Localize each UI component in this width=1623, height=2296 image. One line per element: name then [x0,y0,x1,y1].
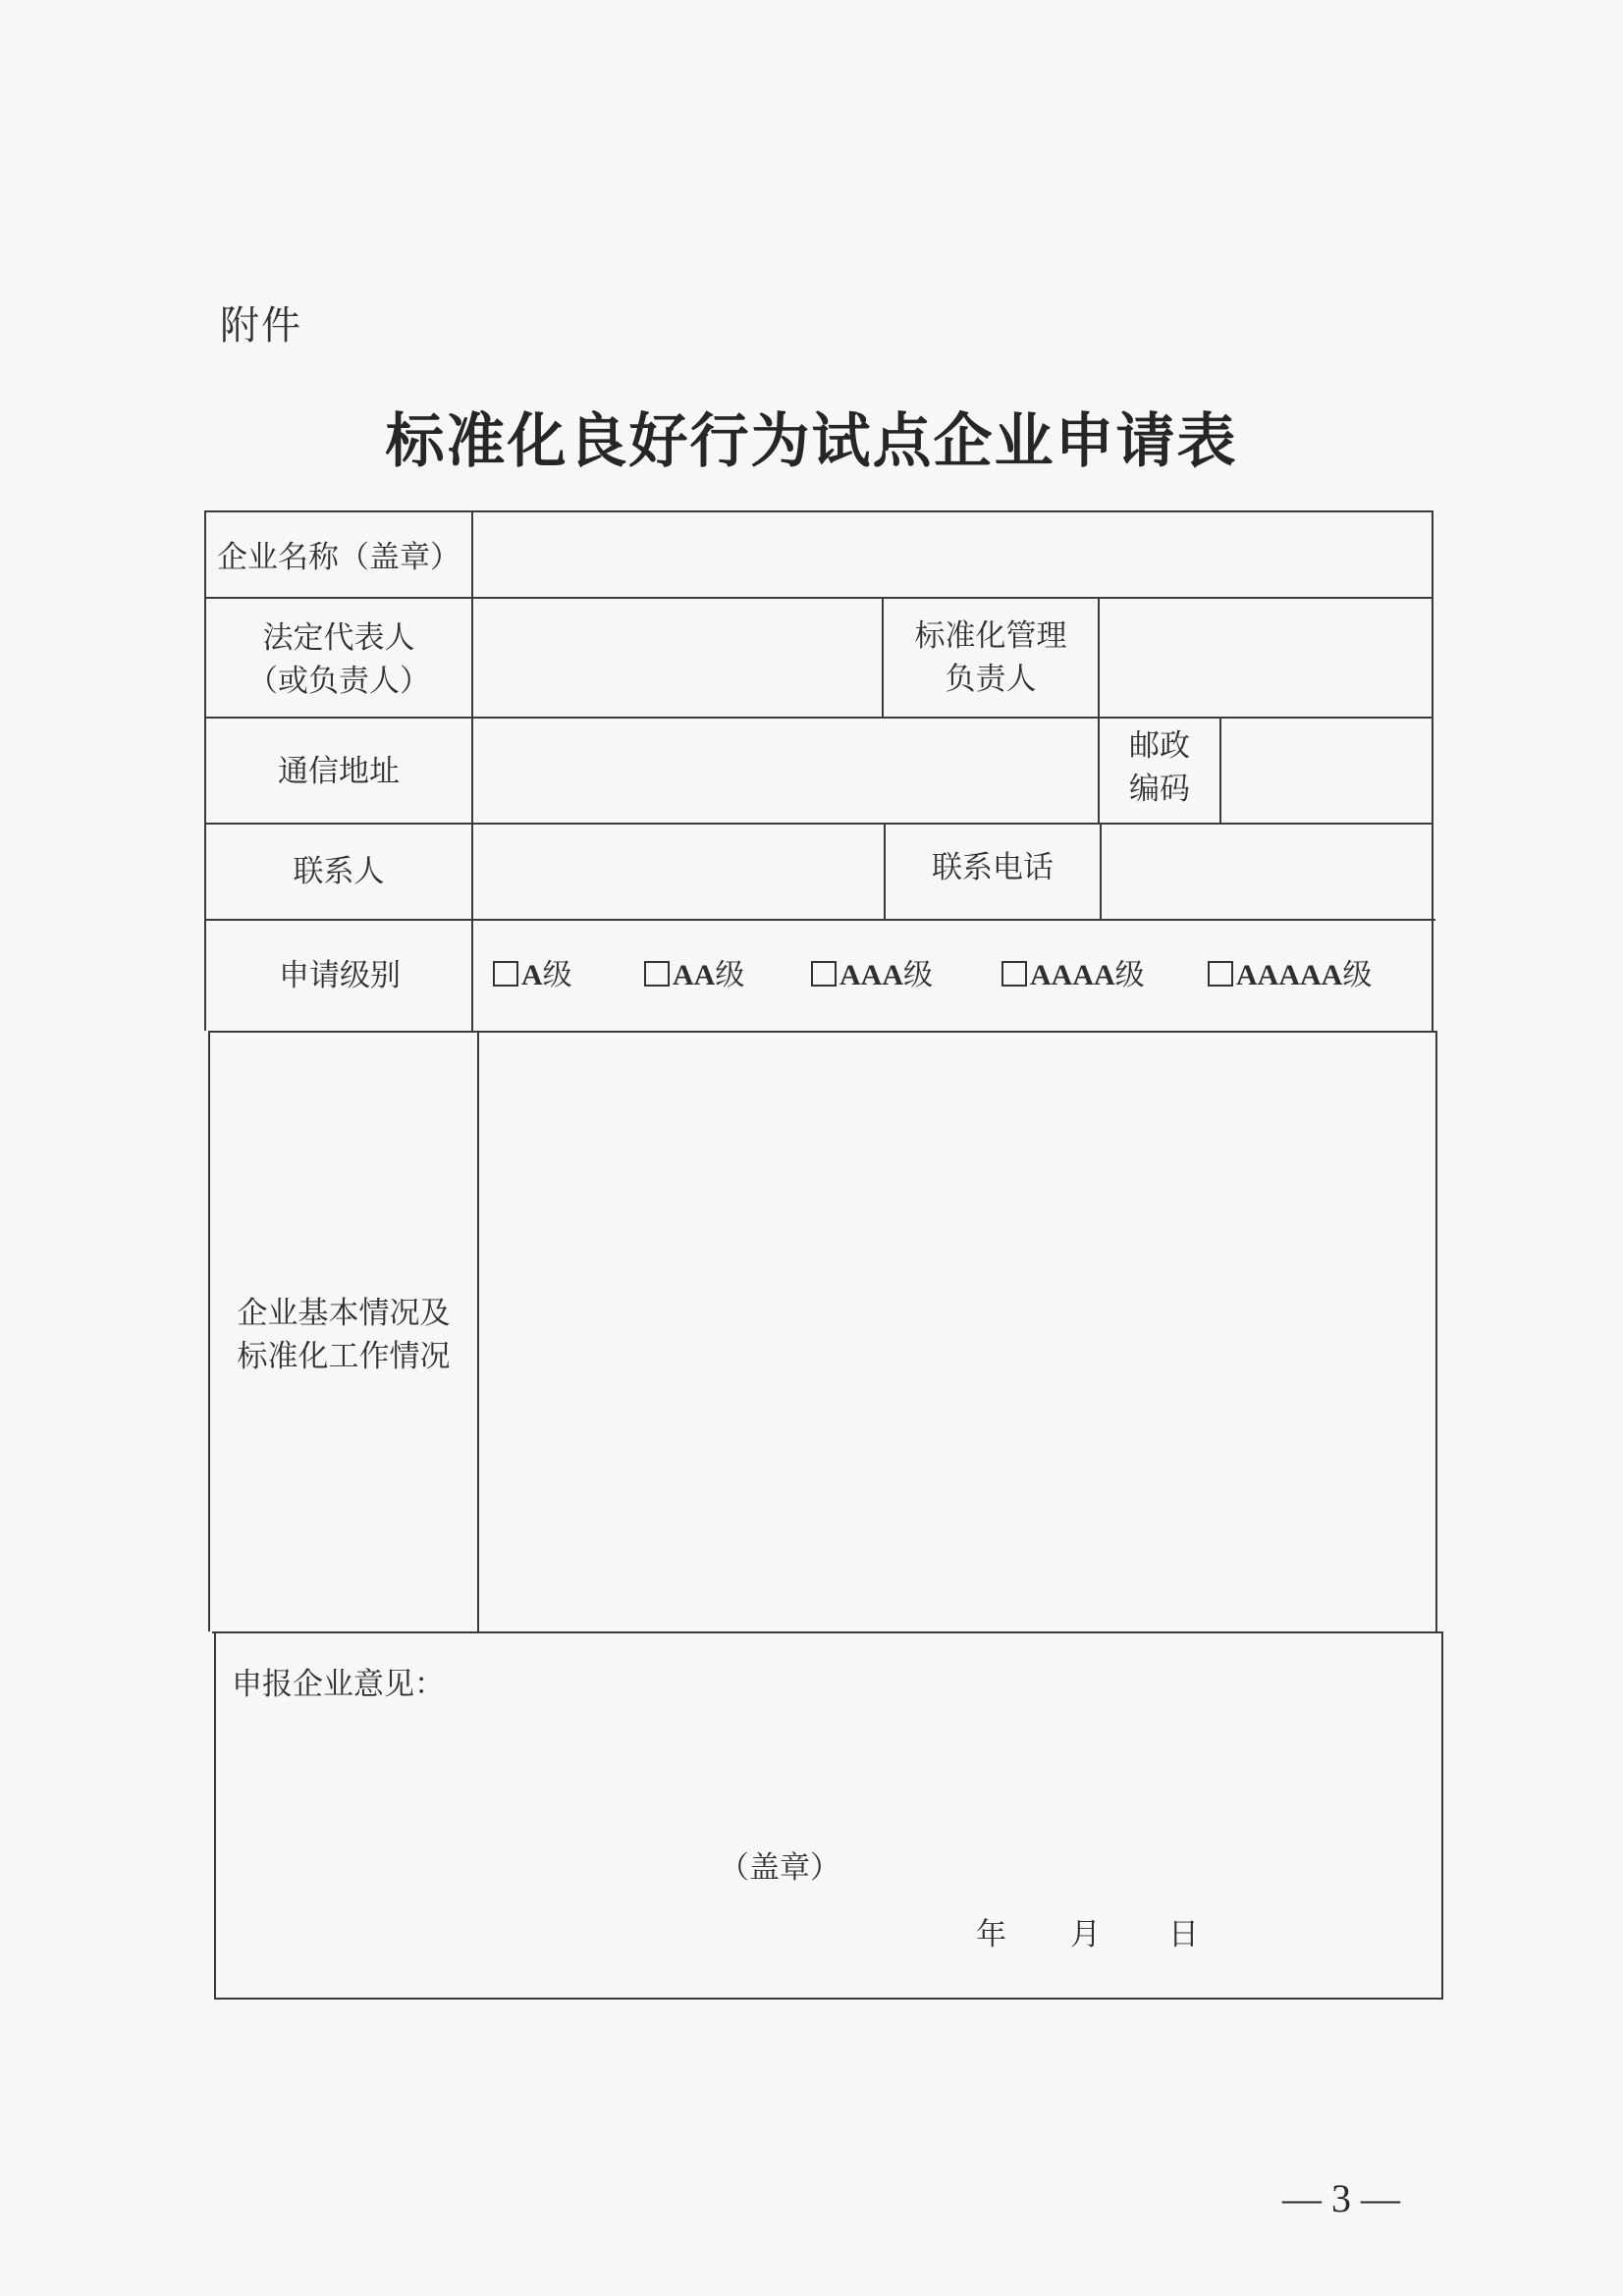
row-divider [206,919,1435,921]
seal-label: （盖章） [719,1850,840,1886]
date-day-label: 日 [1168,1917,1199,1952]
date-year-label: 年 [976,1917,1006,1952]
table-border-bottom [216,1998,1443,2000]
legal-representative-label: 法定代表人 （或负责人） [247,620,430,699]
phone-label: 联系电话 [932,850,1054,885]
standardization-manager-field[interactable] [1100,599,1432,717]
row-divider [212,1631,1441,1633]
company-name-field[interactable] [473,512,1432,597]
level-option-aaa[interactable]: AAA级 [811,950,933,993]
company-name-label: 企业名称（盖章） [217,540,460,575]
postal-code-label: 邮政 编码 [1129,728,1190,807]
standardization-manager-label: 标准化管理 负责人 [914,618,1067,697]
postal-code-field[interactable] [1221,719,1432,823]
level-option-aaaaa[interactable]: AAAAA级 [1208,950,1372,993]
phone-field[interactable] [1102,825,1432,919]
level-option-aaaa[interactable]: AAAA级 [1001,950,1145,993]
company-basic-info-field[interactable] [479,1033,1435,1631]
attachment-label: 附件 [220,303,302,348]
level-option-a[interactable]: A级 [493,950,572,993]
page-number: — 3 — [1282,2176,1400,2220]
contact-person-field[interactable] [473,825,884,919]
date-month-label: 月 [1070,1917,1101,1952]
form-title: 标准化良好行为试点企业申请表 [385,407,1238,476]
address-field[interactable] [473,719,1098,823]
table-border-right [1435,1031,1437,1631]
application-level-label: 申请级别 [279,958,401,993]
checkbox-icon[interactable] [493,961,518,987]
company-basic-info-label: 企业基本情况及 标准化工作情况 [237,1296,451,1374]
checkbox-icon[interactable] [644,961,670,987]
company-opinion-label: 申报企业意见： [232,1667,445,1702]
checkbox-icon[interactable] [1208,961,1233,987]
address-label: 通信地址 [278,754,400,789]
table-border-right [1441,1631,1443,2000]
table-border-right [1432,510,1434,1031]
contact-person-label: 联系人 [293,854,385,889]
checkbox-icon[interactable] [1001,961,1027,987]
legal-representative-field[interactable] [473,599,882,717]
checkbox-icon[interactable] [811,961,837,987]
company-opinion-field[interactable] [216,1708,1441,1826]
level-option-aa[interactable]: AA级 [644,950,744,993]
